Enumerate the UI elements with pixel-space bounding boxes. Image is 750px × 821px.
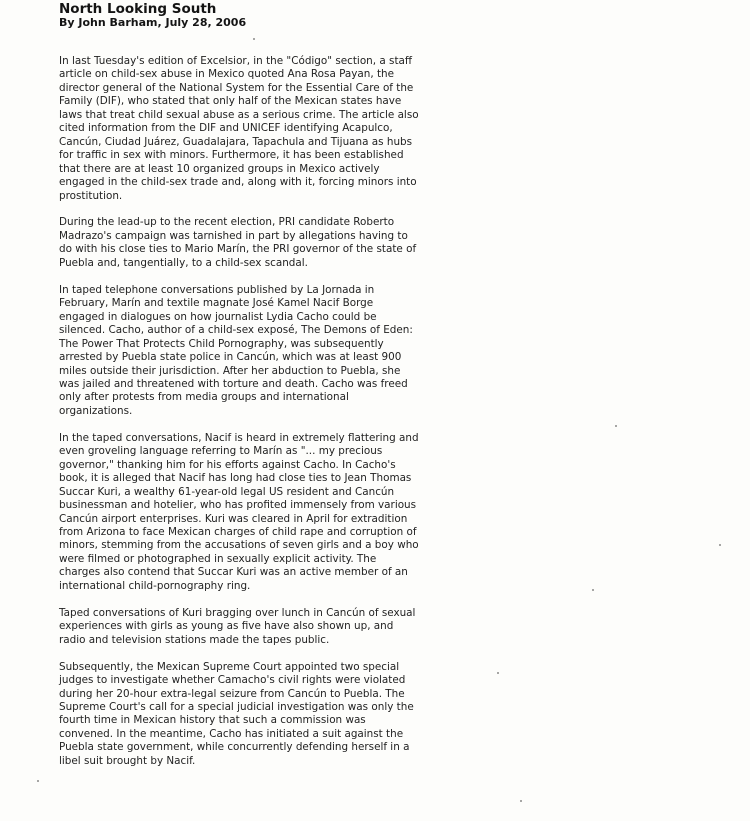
scan-speck [253, 38, 255, 40]
scan-speck [37, 780, 39, 782]
article-byline: By John Barham, July 28, 2006 [59, 16, 247, 29]
article-title: North Looking South [59, 1, 217, 17]
scan-speck [592, 589, 594, 591]
article-paragraph: Subsequently, the Mexican Supreme Court appointed two special judges to investigate whether Camacho's civil rights were violated during her 20-hour extra-legal seizure from Cancún to Puebla. The Supreme Court's call for a special judicial investigation was only the fourth time in Mexican history that such a commission was convened. In the meantime, Cacho has initiated a suit against the Puebla state government, while concurrently defending herself in a libel suit brought by Nacif. [59, 660, 414, 767]
article-paragraph: Taped conversations of Kuri bragging over lunch in Cancún of sexual experiences with girls as young as five have also shown up, and radio and television stations made the tapes public. [59, 606, 416, 646]
scan-speck [520, 800, 522, 802]
article-paragraph: In last Tuesday's edition of Excelsior, in the "Código" section, a staff article on child-sex abuse in Mexico quoted Ana Rosa Payan, the director general of the National System for the Essential Care of the Family (DIF), who stated that only half of the Mexican states have laws that treat child sexual abuse as a serious crime. The article also cited information from the DIF and UNICEF identifying Acapulco, Cancún, Ciudad Juárez, Guadalajara, Tapachula and Tijuana as hubs for traffic in sex with minors. Furthermore, it has been established that there are at least 10 organized groups in Mexico actively engaged in the child-sex trade and, along with it, forcing minors into prostitution. [59, 55, 419, 202]
scan-speck [719, 544, 721, 546]
scan-speck [497, 672, 499, 674]
article-paragraph: In the taped conversations, Nacif is heard in extremely flattering and even groveling language referring to Marín as "... my precious governor," thanking him for his efforts against Cacho. In Cacho's book, it is alleged that Nacif has long had close ties to Jean Thomas Succar Kuri, a wealthy 61-year-old legal US resident and Cancún businessman and hotelier, who has profited immensely from various Cancún airport enterprises. Kuri was cleared in April for extradition from Arizona to face Mexican charges of child rape and corruption of minors, stemming from the accusations of seven girls and a boy who were filmed or photographed in sexually explicit activity. The charges also contend that Succar Kuri was an active member of an international child-pornography ring. [59, 431, 419, 592]
article-paragraph: In taped telephone conversations published by La Jornada in February, Marín and textile magnate José Kamel Nacif Borge engaged in dialogues on how journalist Lydia Cacho could be silenced. Cacho, author of a child-sex exposé, The Demons of Eden: The Power That Protects Child Pornography, was subsequently arrested by Puebla state police in Cancún, which was at least 900 miles outside their jurisdiction. After her abduction to Puebla, she was jailed and threatened with torture and death. Cacho was freed only after protests from media groups and international organizations. [59, 283, 413, 417]
article-paragraph: During the lead-up to the recent election, PRI candidate Roberto Madrazo's campaign was tarnished in part by allegations having to do with his close ties to Mario Marín, the PRI governor of the state of Puebla and, tangentially, to a child-sex scandal. [59, 216, 417, 269]
article-body [59, 55, 419, 782]
scan-speck [615, 425, 617, 427]
